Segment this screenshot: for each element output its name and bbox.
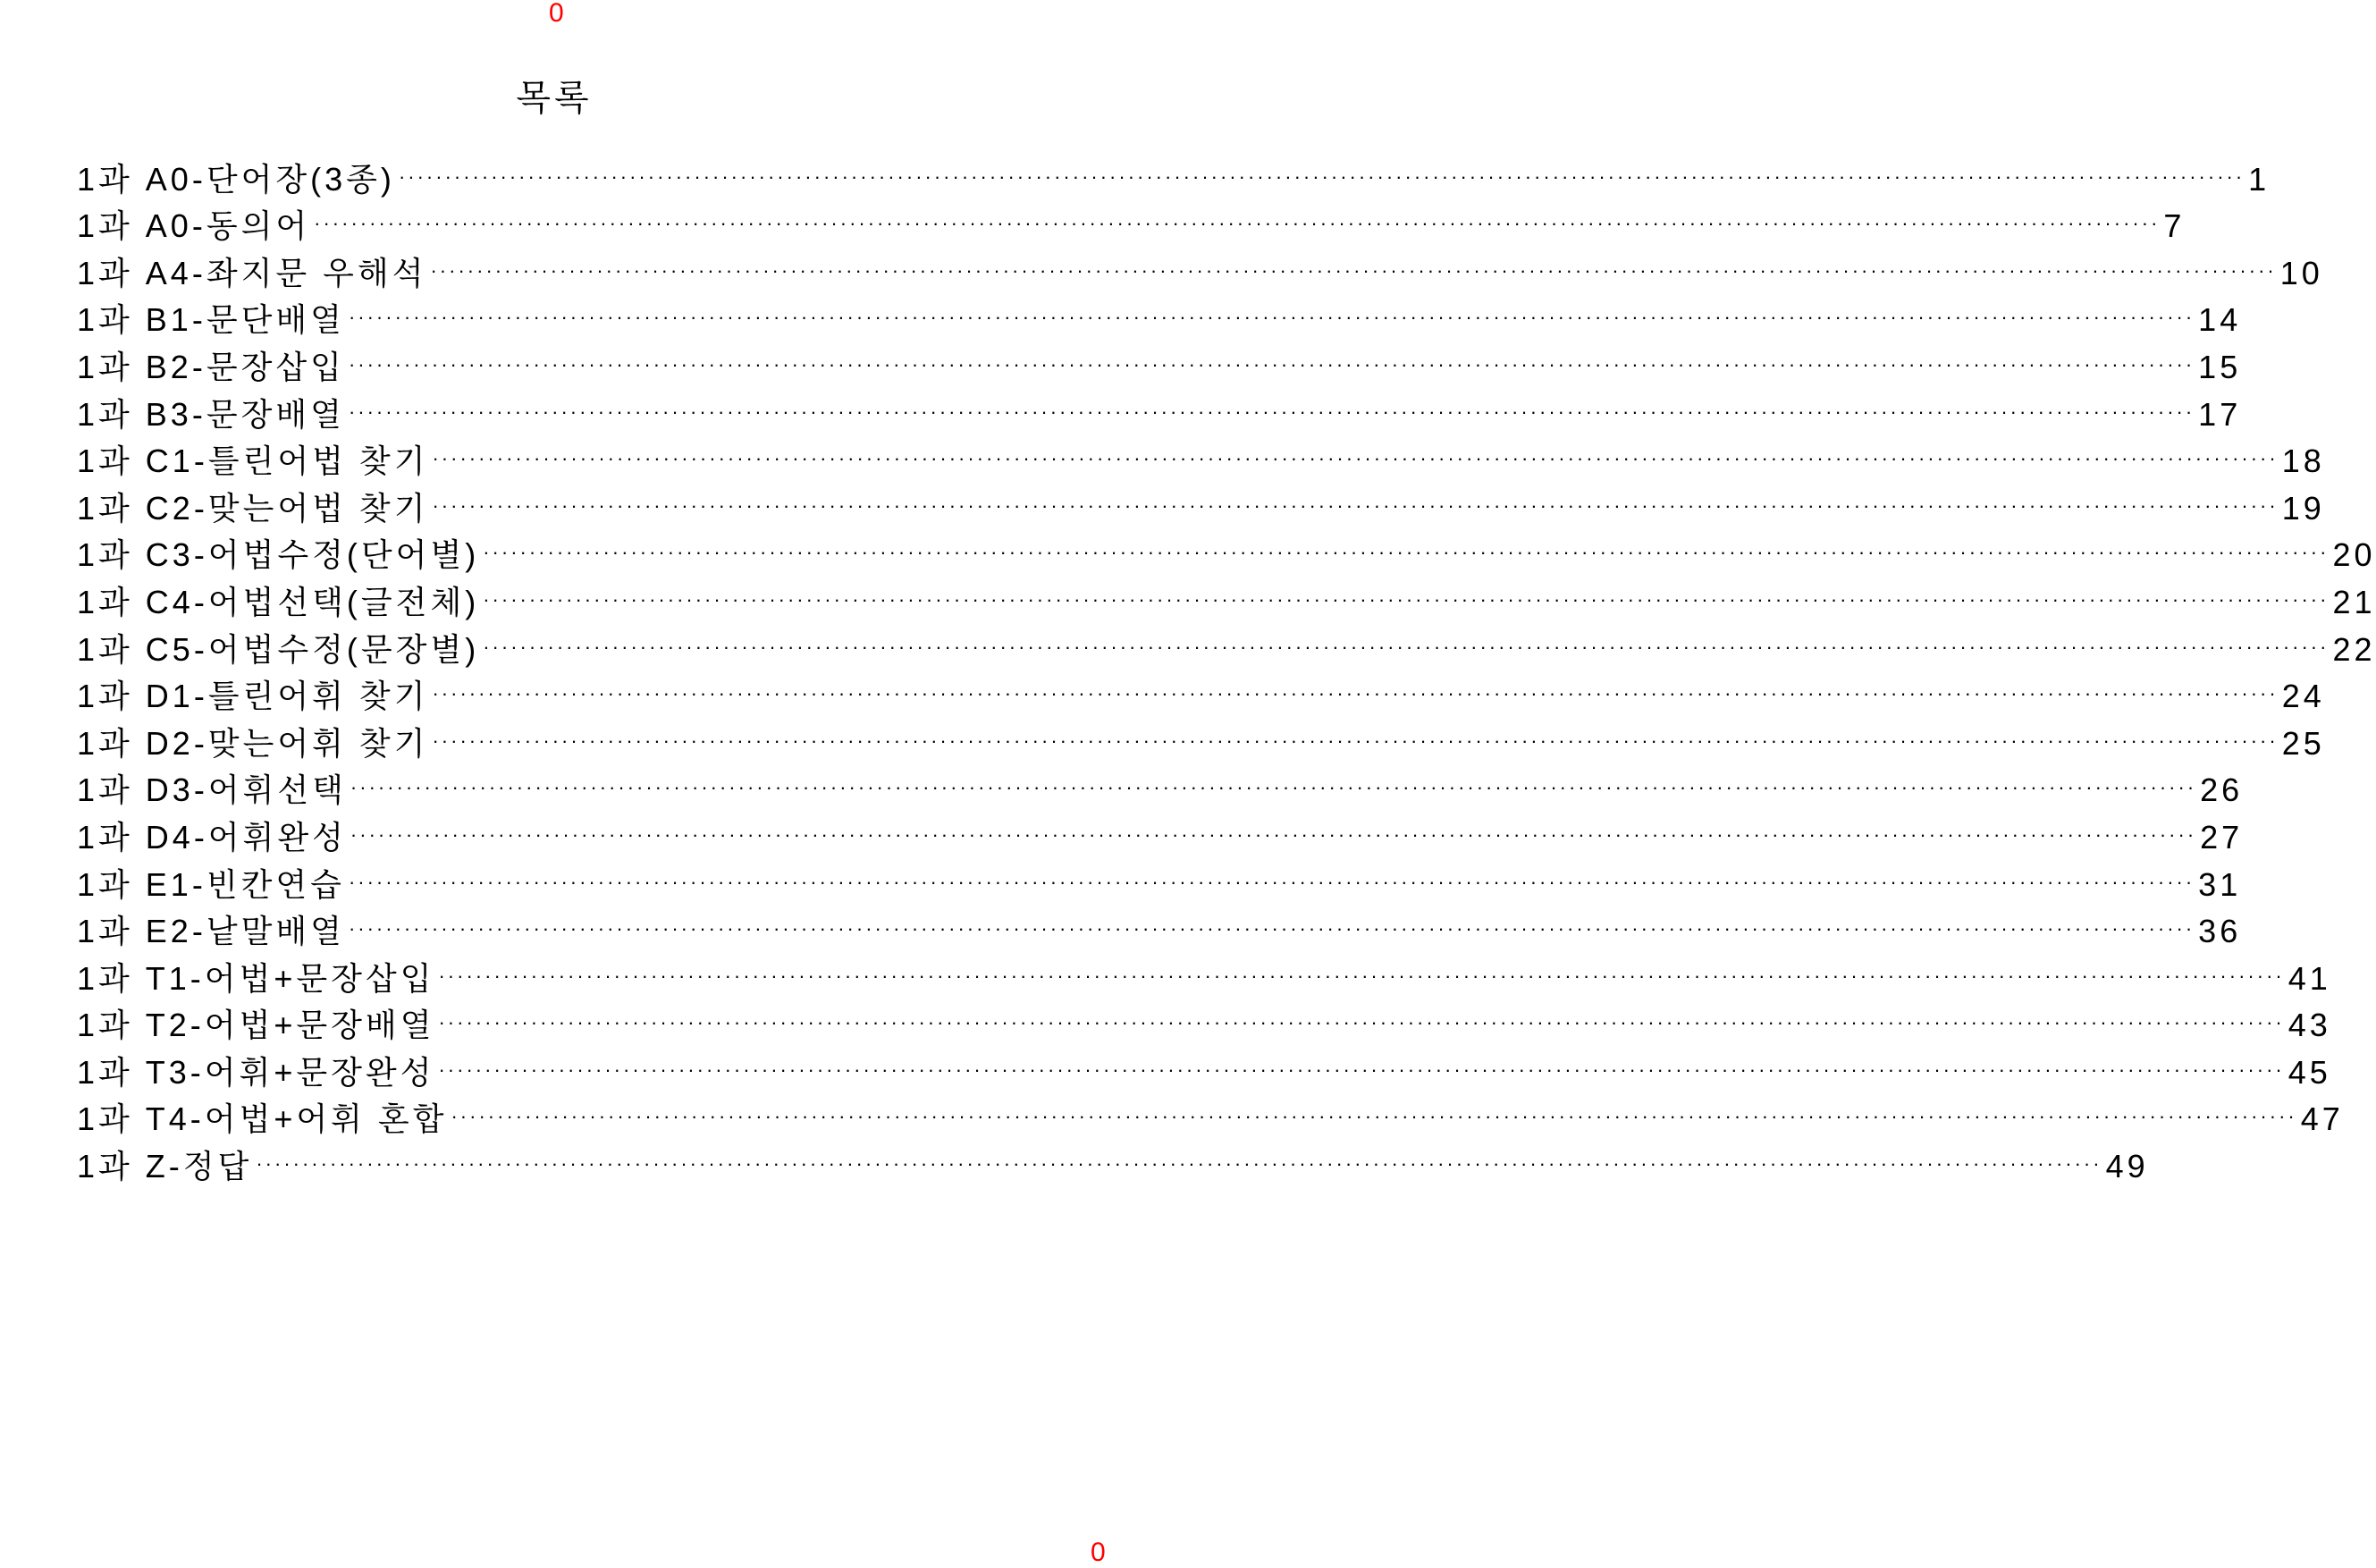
toc-entry-page: 36 [2198,913,2242,950]
dot-leader: ········································································································································································································ [483,587,2330,611]
dot-leader: ········································································································································································································ [438,964,2285,987]
toc-entry-label: 1과 D2-맞는어휘 찾기 [77,724,429,762]
toc-entry[interactable] [77,905,2242,952]
toc-entry[interactable] [77,199,2186,247]
toc-entry-page: 14 [2198,301,2242,339]
toc-entry-page: 17 [2198,395,2242,433]
toc-entry-page: 15 [2198,348,2242,385]
toc-entry-label: 1과 T3-어휘+문장완성 [77,1053,435,1091]
toc-entry-label: 1과 C5-어법수정(문장별) [77,630,480,668]
dot-leader: ········································································································································································································ [314,212,2161,235]
toc-entry-label: 1과 E1-빈칸연습 [77,865,345,903]
toc-entry-label: 1과 A0-단어장(3종) [77,160,395,198]
toc-entry-page: 43 [2288,1007,2331,1044]
dot-leader: ········································································································································································································ [432,682,2279,705]
toc-entry[interactable] [77,1045,2331,1092]
toc-entry[interactable] [77,387,2242,434]
page-marker-top: 0 [549,0,564,28]
toc-entry-page: 18 [2281,443,2325,480]
toc-entry[interactable] [77,670,2325,717]
toc-entry-page: 22 [2332,630,2376,668]
toc-entry-label: 1과 T1-어법+문장삽입 [77,959,435,997]
toc-entry-page: 1 [2248,160,2271,198]
dot-leader: ········································································································································································································ [348,917,2195,940]
dot-leader: ········································································································································································································ [438,1058,2285,1081]
dot-leader: ········································································································································································································ [483,541,2330,564]
toc-entry-label: 1과 Z-정답 [77,1148,253,1185]
dot-leader: ········································································································································································································ [256,1152,2102,1176]
toc-entry-label: 1과 B1-문단배열 [77,301,345,339]
toc-entry-page: 20 [2332,536,2376,574]
dot-leader: ········································································································································································································ [348,400,2195,423]
dot-leader: ········································································································································································································ [483,635,2330,658]
toc-entry-label: 1과 T4-어법+어휘 혼합 [77,1100,448,1138]
toc-entry[interactable] [77,340,2242,387]
page-title: 목록 [516,79,593,118]
toc-entry[interactable] [77,528,2376,576]
toc-entry-label: 1과 T2-어법+문장배열 [77,1007,435,1044]
dot-leader: ········································································································································································································ [451,1105,2297,1128]
toc-entry-label: 1과 A0-동의어 [77,207,311,245]
toc-entry[interactable] [77,1139,2149,1186]
dot-leader: ········································································································································································································ [438,1011,2285,1034]
table-of-contents [77,152,2376,1186]
toc-entry-label: 1과 C2-맞는어법 찾기 [77,489,429,527]
toc-entry-label: 1과 D3-어휘선택 [77,771,347,809]
toc-entry[interactable] [77,293,2242,341]
dot-leader: ········································································································································································································ [432,493,2279,517]
toc-entry-page: 24 [2281,678,2325,715]
toc-entry[interactable] [77,481,2325,528]
toc-entry-page: 45 [2288,1053,2331,1091]
toc-entry-label: 1과 A4-좌지문 우해석 [77,254,427,291]
dot-leader: ········································································································································································································ [350,776,2197,799]
toc-entry[interactable] [77,763,2244,811]
toc-entry-label: 1과 C1-틀린어법 찾기 [77,443,429,480]
toc-entry-page: 10 [2279,254,2323,291]
toc-entry[interactable] [77,1092,2344,1140]
toc-entry-page: 26 [2200,771,2244,809]
toc-entry-label: 1과 B3-문장배열 [77,395,345,433]
toc-entry-page: 21 [2332,583,2376,620]
dot-leader: ········································································································································································································ [432,729,2279,752]
toc-entry-label: 1과 C3-어법수정(단어별) [77,536,480,574]
dot-leader: ········································································································································································································ [432,447,2279,470]
toc-entry[interactable] [77,246,2323,293]
toc-entry[interactable] [77,152,2271,199]
dot-leader: ········································································································································································································ [348,352,2195,375]
dot-leader: ········································································································································································································ [348,870,2195,893]
toc-entry-page: 19 [2281,489,2325,527]
toc-entry-page: 41 [2288,959,2331,997]
dot-leader: ········································································································································································································ [348,306,2195,329]
toc-entry[interactable] [77,999,2331,1046]
dot-leader: ········································································································································································································ [398,164,2245,188]
toc-entry[interactable] [77,810,2244,857]
toc-entry[interactable] [77,434,2325,482]
toc-entry-label: 1과 D4-어휘완성 [77,818,347,856]
toc-entry-label: 1과 C4-어법선택(글전체) [77,583,480,620]
toc-entry[interactable] [77,951,2331,999]
toc-entry-label: 1과 B2-문장삽입 [77,348,345,385]
toc-entry[interactable] [77,575,2376,622]
toc-entry-label: 1과 D1-틀린어휘 찾기 [77,678,429,715]
toc-entry-page: 27 [2200,818,2244,856]
toc-entry-label: 1과 E2-낱말배열 [77,913,345,950]
dot-leader: ········································································································································································································ [430,258,2277,282]
toc-entry[interactable] [77,716,2325,763]
dot-leader: ········································································································································································································ [350,822,2197,846]
page-marker-bottom: 0 [1091,1538,1106,1567]
toc-entry[interactable] [77,622,2376,670]
toc-entry-page: 49 [2105,1148,2149,1185]
toc-entry-page: 25 [2281,724,2325,762]
toc-entry-page: 7 [2163,207,2186,245]
toc-entry[interactable] [77,857,2242,905]
toc-entry-page: 47 [2300,1100,2344,1138]
toc-entry-page: 31 [2198,865,2242,903]
